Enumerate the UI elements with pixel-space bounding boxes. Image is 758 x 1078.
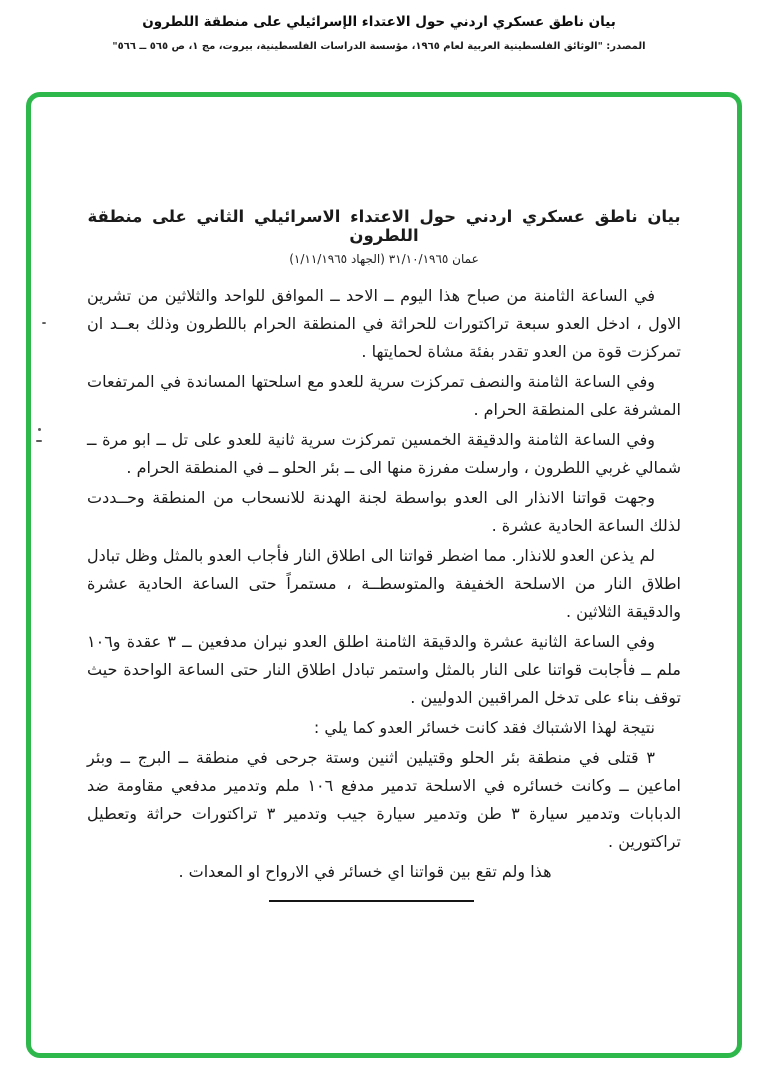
page-title: بيان ناطق عسكري اردني حول الاعتداء الإسرائيلي على منطقة اللطرون: [142, 14, 616, 30]
document-paragraph: ٣ قتلى في منطقة بئر الحلو وقتيلين اثنين وستة جرحى في منطقة ــ البرج ــ وبئر اماعين ــ وكانت خسائره في الاسلحة تدمير مدفع ١٠٦ ملم وتدمير مدفعي مقاومة ضد الدبابات وتدمير سيارة ٣ طن وتدمير سيارة جيب وتدمير ٣ تراكتورات حراثة وتعطيل تراكتورين .: [87, 748, 682, 851]
document-paragraph: وفي الساعة الثامنة والنصف تمركزت سرية للعدو مع اسلحتها المساندة في المرتفعات المشرفة على المنطقة الحرام .: [87, 372, 681, 419]
document-paragraph: نتيجة لهذا الاشتباك فقد كانت خسائر العدو كما يلي :: [313, 718, 655, 737]
source-citation: المصدر: "الوثائق الفلسطينية العربية لعام ١٩٦٥، مؤسسة الدراسات الفلسطينية، بيروت، مج ١، ص ٥٦٥ ــ ٥٦٦": [112, 41, 646, 52]
document-page: [87, 207, 681, 902]
end-rule: [269, 900, 474, 902]
document-body: [87, 282, 681, 856]
document-dateline: عمان ٣١/١٠/١٩٦٥ (الجهاد ١/١١/١٩٦٥): [289, 252, 479, 266]
scan-artifact: [36, 440, 42, 442]
document-paragraph: وجهت قواتنا الانذار الى العدو بواسطة لجنة الهدنة للانسحاب من المنطقة وحــددت لذلك الساعة الحادية عشرة .: [87, 488, 681, 535]
document-frame: [26, 92, 742, 1058]
document-paragraph: في الساعة الثامنة من صباح هذا اليوم ــ الاحد ــ الموافق للواحد والثلاثين من تشرين الاول ، ادخل العدو سبعة تراكتورات للحراثة في المنطقة الحرام باللطرون وذلك بعــد ان تمركزت قوة من العدو تقدر بفئة مشاة لحمايتها .: [87, 286, 681, 361]
document-paragraph: لم يذعن العدو للانذار. مما اضطر قواتنا الى اطلاق النار فأجاب العدو بالمثل وظل تبادل اطلاق النار من الاسلحة الخفيفة والمتوسطــة ، مستمراً حتى الساعة الحادية عشرة والدقيقة الثلاثين .: [87, 546, 681, 621]
page-header: [0, 0, 758, 52]
document-title: بيان ناطق عسكري اردني حول الاعتداء الاسرائيلي الثاني على منطقة اللطرون: [87, 207, 681, 245]
document-paragraph: وفي الساعة الثامنة والدقيقة الخمسين تمركزت سرية ثانية للعدو على تل ــ ابو مرة ــ شمالي غربي اللطرون ، وارسلت مفرزة منها الى ــ بئر الحلو ــ في المنطقة الحرام .: [87, 430, 681, 477]
document-paragraph: وفي الساعة الثانية عشرة والدقيقة الثامنة اطلق العدو نيران مدفعين ــ ٣ عقدة و١٠٦ ملم ــ فأجابت قواتنا على النار بالمثل واستمر تبادل اطلاق النار حتى الساعة الواحدة حيث توقف بناء على تدخل المراقبين الدوليين .: [87, 632, 681, 707]
scan-artifact: [42, 322, 46, 324]
scan-artifact: [38, 428, 41, 431]
closing-line: هذا ولم تقع بين قواتنا اي خسائر في الارواح او المعدات .: [178, 862, 552, 881]
